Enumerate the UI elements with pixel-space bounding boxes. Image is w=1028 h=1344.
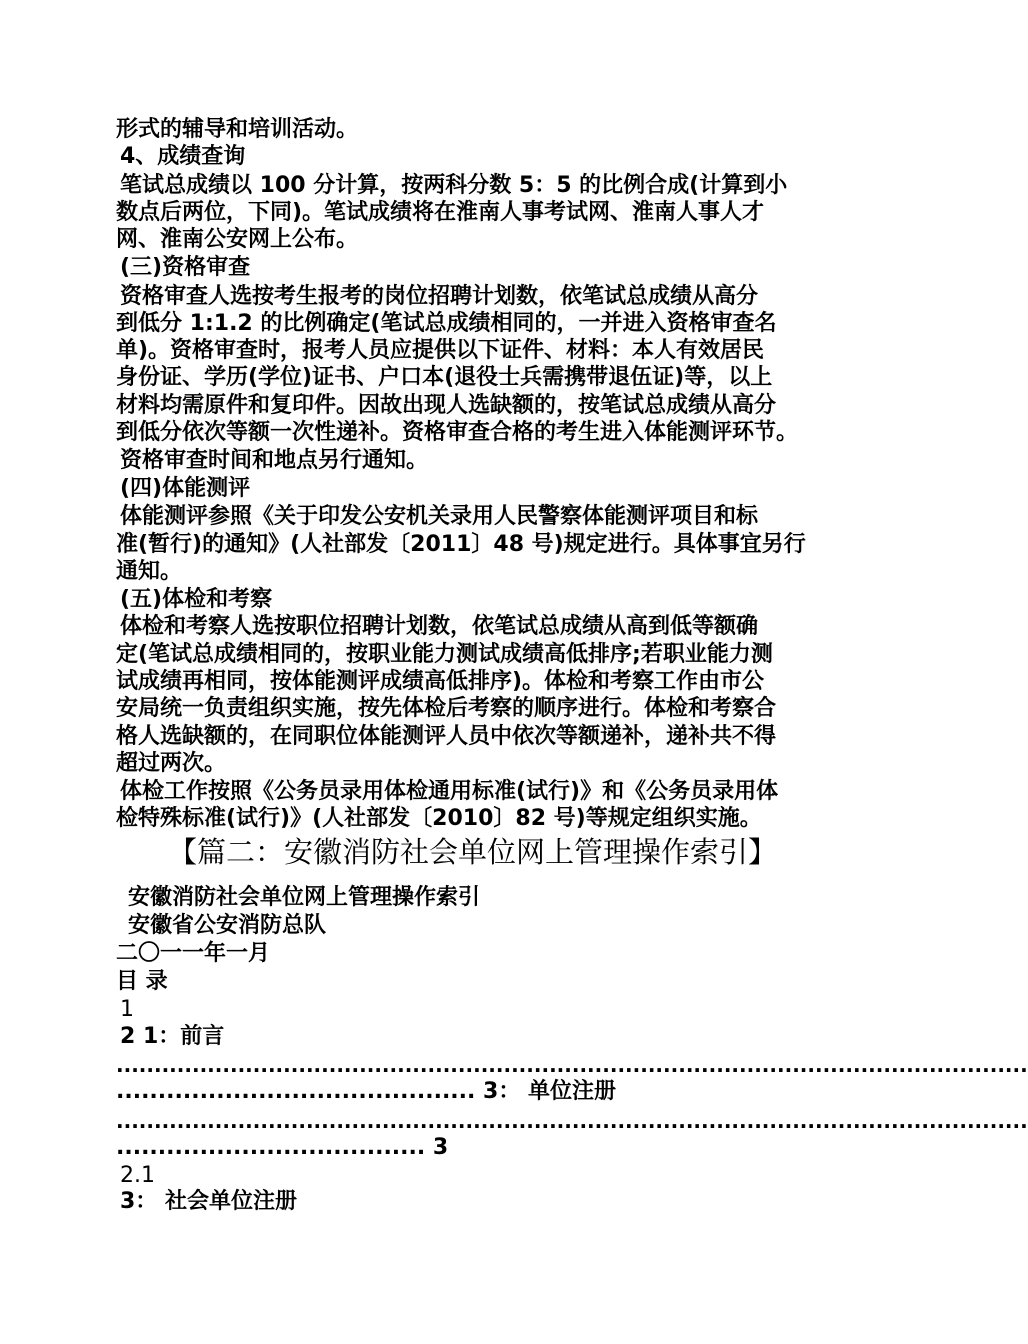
subheading: (三)资格审查: [120, 255, 251, 280]
text-line: 材料均需原件和复印件。因故出现人选缺额的，按笔试总成绩从高分: [116, 393, 777, 418]
text-line: 超过两次。: [116, 751, 227, 776]
toc-label: 目 录: [116, 969, 168, 994]
toc-number: 2.1: [120, 1163, 155, 1188]
text-line: 体检工作按照《公务员录用体检通用标准(试行)》和《公务员录用体: [120, 779, 779, 804]
doc-date: 二〇一一年一月: [116, 941, 271, 966]
subheading: (四)体能测评: [120, 476, 251, 501]
text-line: 笔试总成绩以 100 分计算，按两科分数 5：5 的比例合成(计算到小: [120, 173, 788, 198]
toc-entry-unit-register[interactable]: ........................................... 3： 单位注册: [116, 1079, 616, 1104]
text-line: 准(暂行)的通知》(人社部发〔2011〕48 号)规定进行。具体事宜另行: [116, 532, 806, 557]
toc-leader-dots: ........................................................................................................................: [116, 1053, 1028, 1077]
text-line: 单)。资格审查时，报考人员应提供以下证件、材料：本人有效居民: [116, 338, 765, 363]
doc-title: 安徽消防社会单位网上管理操作索引: [128, 885, 481, 910]
text-line: 检特殊标准(试行)》(人社部发〔2010〕82 号)等规定组织实施。: [116, 806, 762, 831]
text-line: 格人选缺额的，在同职位体能测评人员中依次等额递补，递补共不得: [116, 724, 777, 749]
text-line: 体能测评参照《关于印发公安机关录用人民警察体能测评项目和标: [120, 504, 759, 529]
doc-org: 安徽省公安消防总队: [128, 913, 327, 938]
text-line: 到低分 1:1.2 的比例确定(笔试总成绩相同的，一并进入资格审查名: [116, 311, 777, 336]
text-line: 试成绩再相同，按体能测评成绩高低排序)。体检和考察工作由市公: [116, 669, 765, 694]
text-line: 资格审查人选按考生报考的岗位招聘计划数，依笔试总成绩从高分: [120, 284, 759, 309]
text-line: 安局统一负责组织实施，按先体检后考察的顺序进行。体检和考察合: [116, 696, 777, 721]
subheading: 4、成绩查询: [120, 144, 246, 169]
text-line: 体检和考察人选按职位招聘计划数，依笔试总成绩从高到低等额确: [120, 614, 759, 639]
subheading: (五)体检和考察: [120, 587, 273, 612]
text-line: 定(笔试总成绩相同的，按职业能力测试成绩高低排序;若职业能力测: [116, 642, 773, 667]
text-line: 身份证、学历(学位)证书、户口本(退役士兵需携带退伍证)等，以上: [116, 365, 773, 390]
text-line: 通知。: [116, 559, 183, 584]
toc-leader-dots: ........................................................................................................................: [116, 1109, 1028, 1133]
toc-entry-social-unit-register[interactable]: 3： 社会单位注册: [120, 1189, 297, 1214]
text-line: 形式的辅导和培训活动。: [116, 117, 359, 142]
text-line: 网、淮南公安网上公布。: [116, 227, 359, 252]
toc-number: 1: [120, 997, 134, 1022]
toc-entry-preface[interactable]: 2 1：前言: [120, 1024, 225, 1049]
text-line: 到低分依次等额一次性递补。资格审查合格的考生进入体能测评环节。: [116, 420, 799, 445]
section-title: 【篇二：安徽消防社会单位网上管理操作索引】: [168, 835, 778, 869]
toc-page-number: ..................................... 3: [116, 1135, 449, 1160]
text-line: 数点后两位，下同)。笔试成绩将在淮南人事考试网、淮南人事人才: [116, 200, 765, 225]
text-line: 资格审查时间和地点另行通知。: [120, 448, 429, 473]
